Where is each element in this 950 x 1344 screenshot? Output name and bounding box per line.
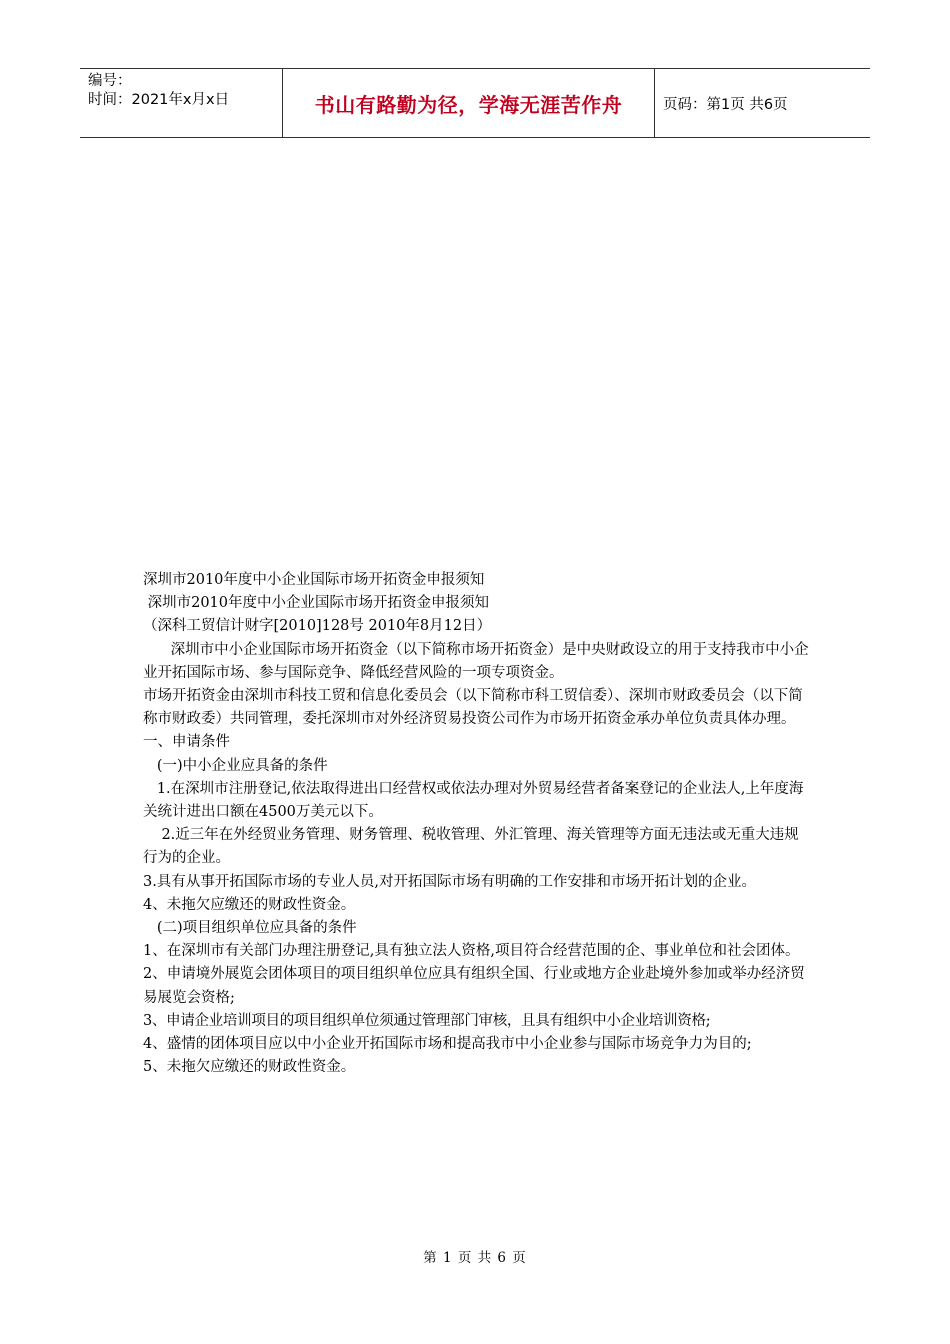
subsection-heading: (一)中小企业应具备的条件 — [143, 757, 328, 774]
number-label: 编号： — [88, 73, 132, 89]
page-footer: 第 1 页 共 6 页 — [423, 1250, 527, 1266]
list-item: 4、盛情的团体项目应以中小企业开拓国际市场和提高我市中小企业参与国际市场竞争力为目的; — [143, 1036, 752, 1053]
time-label: 时间：2021年x月x日 — [88, 92, 230, 108]
doc-title: 深圳市2010年度中小企业国际市场开拓资金申报须知 — [143, 572, 485, 588]
document-body — [143, 569, 813, 1079]
list-item: 2、申请境外展览会团体项目的项目组织单位应具有组织全国、行业或地方企业赴境外参加或举办经济贸易展览会资格; — [143, 966, 805, 1006]
list-item: 5、未拖欠应缴还的财政性资金。 — [143, 1059, 356, 1076]
header-meta — [80, 69, 282, 137]
section-heading: 一、申请条件 — [143, 734, 230, 751]
list-item: 1.在深圳市注册登记,依法取得进出口经营权或依法办理对外贸易经营者备案登记的企业法人,上年度海关统计进出口额在4500万美元以下。 — [143, 780, 804, 821]
list-item: 4、未拖欠应缴还的财政性资金。 — [143, 896, 356, 913]
list-item: 3、申请企业培训项目的项目组织单位须通过管理部门审核，且具有组织中小企业培训资格; — [143, 1012, 711, 1029]
document-header — [80, 68, 870, 138]
doc-reference: （深科工贸信计财字[2010]128号 2010年8月12日） — [143, 618, 492, 635]
doc-subtitle: 深圳市2010年度中小企业国际市场开拓资金申报须知 — [143, 595, 490, 612]
list-item: 3.具有从事开拓国际市场的专业人员,对开拓国际市场有明确的工作安排和市场开拓计划的企业。 — [143, 873, 756, 890]
subsection-heading: (二)项目组织单位应具备的条件 — [143, 920, 357, 937]
header-motto: 书山有路勤为径，学海无涯苦作舟 — [282, 69, 655, 137]
list-item: 2.近三年在外经贸业务管理、财务管理、税收管理、外汇管理、海关管理等方面无违法或无重大违规行为的企业。 — [143, 827, 799, 867]
list-item: 1、在深圳市有关部门办理注册登记,具有独立法人资格,项目符合经营范围的企、事业单位和社会团体。 — [143, 943, 800, 960]
paragraph: 深圳市中小企业国际市场开拓资金（以下简称市场开拓资金）是中央财政设立的用于支持我市中小企业开拓国际市场、参与国际竞争、降低经营风险的一项专项资金。 — [143, 641, 809, 681]
paragraph: 市场开拓资金由深圳市科技工贸和信息化委员会（以下简称市科工贸信委）、深圳市财政委员会（以下简称市财政委）共同管理，委托深圳市对外经济贸易投资公司作为市场开拓资金承办单位负责具体办理。 — [143, 688, 803, 728]
header-page-info: 页码：第1页 共6页 — [663, 96, 788, 113]
